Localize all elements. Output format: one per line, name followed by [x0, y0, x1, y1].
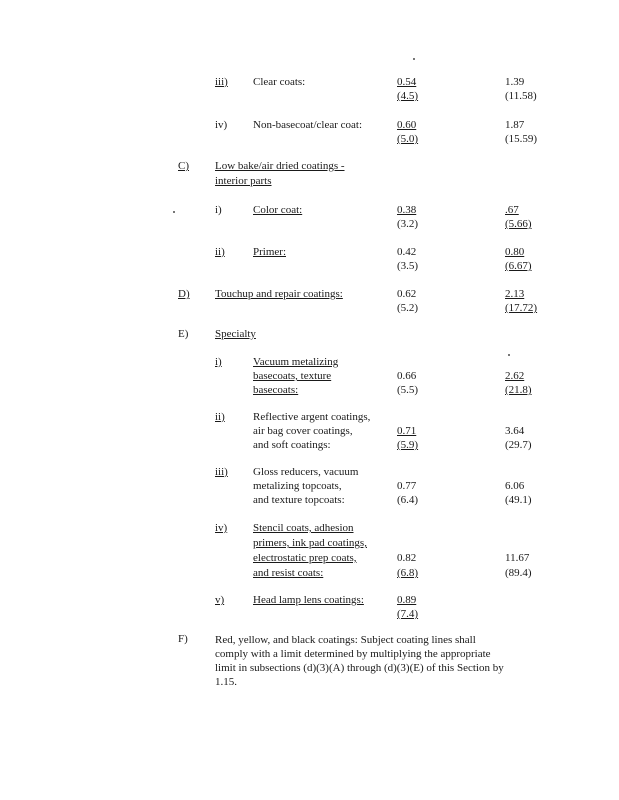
item-label: and resist coats: — [253, 567, 324, 579]
item-label: Reflective argent coatings, — [253, 411, 371, 423]
limit-value-metric: (21.8) — [505, 384, 532, 396]
limit-value: 2.62 — [505, 370, 525, 382]
item-label: Gloss reducers, vacuum — [253, 466, 359, 478]
limit-value: 0.42 — [397, 246, 417, 258]
item-label: electrostatic prep coats, — [253, 552, 357, 564]
section-letter: E) — [178, 328, 189, 340]
item-label: Non-basecoat/clear coat: — [253, 119, 363, 131]
limit-value: 0.80 — [505, 246, 525, 258]
limit-value: 0.66 — [397, 370, 417, 382]
item-number: iv) — [215, 522, 228, 534]
limit-value: 3.64 — [505, 425, 525, 437]
item-number: i) — [215, 356, 222, 368]
item-label: basecoats: — [253, 384, 299, 396]
limit-value: 6.06 — [505, 480, 525, 492]
item-label: primers, ink pad coatings, — [253, 537, 367, 549]
item-number: i) — [215, 204, 222, 216]
limit-value: 0.82 — [397, 552, 417, 564]
limit-value: 11.67 — [505, 552, 530, 564]
item-label: and soft coatings: — [253, 439, 331, 451]
item-label: Head lamp lens coatings: — [253, 594, 364, 606]
limit-value-metric: (5.5) — [397, 384, 419, 396]
limit-value-metric: (4.5) — [397, 90, 419, 102]
paragraph-line: limit in subsections (d)(3)(A) through (d)(3)(E) of this Section by — [215, 662, 504, 674]
item-label: Vacuum metalizing — [253, 356, 339, 368]
limit-value-metric: (11.58) — [505, 90, 537, 102]
limit-value-metric: (6.8) — [397, 567, 419, 579]
limit-value: .67 — [505, 204, 519, 216]
limit-value-metric: (5.66) — [505, 218, 532, 230]
item-number: v) — [215, 594, 225, 606]
limit-value-metric: (15.59) — [505, 133, 538, 145]
scan-speck — [173, 211, 175, 213]
section-heading: Touchup and repair coatings: — [215, 288, 343, 300]
limit-value-metric: (5.9) — [397, 439, 419, 451]
limit-value: 0.60 — [397, 119, 417, 131]
item-label: metalizing topcoats, — [253, 480, 342, 492]
section-letter: F) — [178, 633, 188, 645]
item-number: iii) — [215, 76, 228, 88]
scan-speck — [413, 58, 415, 60]
limit-value: 1.87 — [505, 119, 525, 131]
limit-value-metric: (17.72) — [505, 302, 538, 314]
item-label: and texture topcoats: — [253, 494, 345, 506]
item-number: iii) — [215, 466, 228, 478]
item-number: ii) — [215, 411, 225, 423]
limit-value: 0.71 — [397, 425, 417, 437]
limit-value-metric: (3.5) — [397, 260, 419, 272]
limit-value: 1.39 — [505, 76, 525, 88]
item-label: Clear coats: — [253, 76, 306, 88]
paragraph-line: 1.15. — [215, 676, 237, 688]
paragraph-line: comply with a limit determined by multiplying the appropriate — [215, 648, 491, 660]
item-label: Color coat: — [253, 204, 303, 216]
item-label: air bag cover coatings, — [253, 425, 353, 437]
limit-value: 0.38 — [397, 204, 417, 216]
section-heading: Low bake/air dried coatings - — [215, 160, 345, 172]
section-heading: Specialty — [215, 328, 256, 340]
limit-value: 0.62 — [397, 288, 417, 300]
limit-value-metric: (5.2) — [397, 302, 419, 314]
section-heading: interior parts — [215, 175, 272, 187]
paragraph-line: Red, yellow, and black coatings: Subject coating lines shall — [215, 634, 476, 646]
item-label: Primer: — [253, 246, 286, 258]
section-letter: C) — [178, 160, 189, 172]
section-letter: D) — [178, 288, 190, 300]
item-label: basecoats, texture — [253, 370, 332, 382]
limit-value-metric: (5.0) — [397, 133, 419, 145]
limit-value-metric: (3.2) — [397, 218, 419, 230]
section-f-paragraph — [215, 633, 535, 689]
limit-value-metric: (6.4) — [397, 494, 419, 506]
limit-value-metric: (49.1) — [505, 494, 532, 506]
scan-speck — [508, 354, 510, 356]
limit-value: 0.77 — [397, 480, 417, 492]
limit-value-metric: (89.4) — [505, 567, 532, 579]
limit-value-metric: (7.4) — [397, 608, 419, 620]
limit-value: 0.89 — [397, 594, 417, 606]
limit-value: 2.13 — [505, 288, 525, 300]
limit-value-metric: (6.67) — [505, 260, 532, 272]
limit-value-metric: (29.7) — [505, 439, 532, 451]
item-number: iv) — [215, 119, 228, 131]
item-number: ii) — [215, 246, 225, 258]
limit-value: 0.54 — [397, 76, 417, 88]
item-label: Stencil coats, adhesion — [253, 522, 354, 534]
